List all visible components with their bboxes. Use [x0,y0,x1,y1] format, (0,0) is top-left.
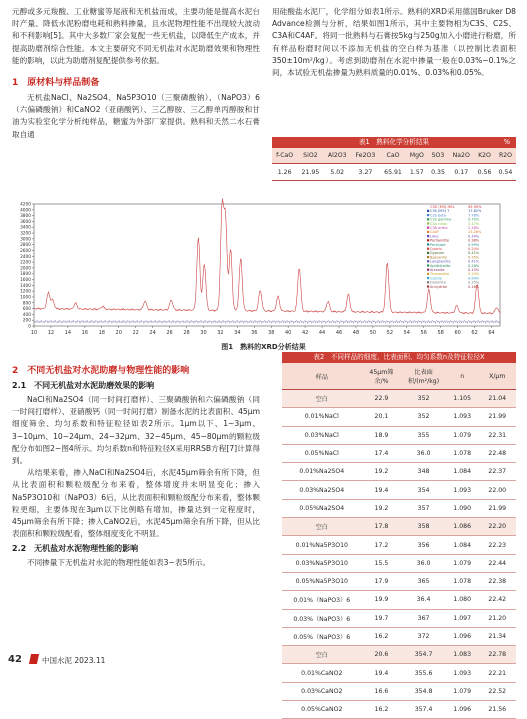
table-1-header: R2O [495,148,516,164]
table-2-cell: 22.37 [479,463,516,481]
table-2-cell: 0.01%NaCl [282,408,362,426]
table-2-header: n [446,363,479,390]
legend-value: 0.24% [468,247,480,251]
table-2-cell: 1.096 [446,701,479,719]
table-2-cell: 22.21 [479,664,516,682]
legend-swatch [427,264,429,266]
legend-label: Arcanite [430,268,445,272]
x-tick-label: 14 [64,330,72,336]
table-2-cell: 354.8 [401,682,445,700]
xrd-figure [12,198,512,340]
left-column-top [12,6,260,141]
x-tick-label: 50 [369,330,377,336]
legend-label: Aphthitalite [430,263,451,268]
physical-properties-paragraph: 不同掺量下无机盐对水泥的物理性能如表3~表5所示。 [27,558,211,568]
table-2-cell: 36.4 [401,591,445,609]
legend-label: Dolomite [430,280,446,285]
legend-value: 0.12% [468,268,480,272]
legend-swatch [427,273,429,275]
xrd-chart [12,198,512,340]
legend-value: 17.82% [468,209,482,214]
y-tick-label: 3000 [20,237,31,243]
table-2-cell: 22.44 [479,554,516,572]
legend-swatch [427,239,429,241]
y-tick-label: 4200 [20,202,31,208]
table-2-cell: 36.0 [401,444,445,462]
y-tick-label: 1000 [20,295,31,301]
legend-value: 0.38% [468,238,480,243]
x-tick-label: 22 [132,330,139,336]
table-1-cell: 65.91 [380,164,406,181]
legend-swatch [427,227,429,229]
legend-swatch [427,214,429,216]
legend-swatch [427,218,429,220]
table-1-cell: 0.17 [448,164,474,181]
y-tick-label: 600 [22,307,31,313]
legend-header: C3S (M3) HKL [430,205,455,209]
table-2-cell: 1.086 [446,518,479,536]
table-2-cell: 0.05%Na5P3O10 [282,572,362,590]
table-1 [272,137,516,181]
table-1-grid [272,148,516,181]
table-2-cell: 19.7 [362,609,402,627]
legend-swatch [427,222,429,224]
legend-swatch [427,285,429,287]
legend-value: 0.34% [468,234,480,239]
table-row [272,164,516,181]
table-2-header: 45μm筛余/% [362,363,402,390]
table-2-cell: 1.097 [446,609,479,627]
x-tick-label: 20 [115,330,122,336]
table-2-cell: 21.99 [479,499,516,517]
table-2-cell: 358 [401,518,445,536]
x-tick-label: 28 [183,330,190,336]
table-2-cell: 17.8 [362,518,402,536]
legend-swatch [427,281,429,283]
table-row [282,390,516,408]
table-1-cell: 0.54 [495,164,516,181]
table-2-cell: 1.078 [446,572,479,590]
table-2-header: X/μm [479,363,516,390]
table-2-cell: 19.9 [362,591,402,609]
legend-label: Gypsum [430,251,445,256]
table-2-cell: 354.7 [401,646,445,664]
table-2-cell: 0.01%（NaPO3）6 [282,591,362,609]
legend-swatch [427,248,429,250]
y-tick-label: 1800 [20,272,31,278]
legend-swatch [427,235,429,237]
legend-swatch [427,231,429,233]
table-1-cell: 3.27 [351,164,380,181]
x-tick-label: 12 [47,330,55,336]
legend-value: 0.26% [468,263,480,268]
page-number: 42 [8,654,22,665]
results-paragraph: 从结果来看，掺入NaCl和Na2SO4后，水泥45μm筛余有所下降，但从比表面积和颗粒级配分布来看，整体增度并未明显变化；掺入Na5P3O10和（NaPO3）6后，从比表面积和颗粒级配分布来看，整体颗粒更细，主要体现在3μm以下比例略有增加，掺量达到一定程度时，45μm筛余有所下降；掺入CaNO2后，水泥45μm筛余有所下降，但从比表面积和颗粒级配看，整体细度变化不明显。 [12,468,260,539]
table-2-header-row [282,363,516,390]
table-row [282,463,516,481]
table-2-cell: 0.03%（NaPO3）6 [282,609,362,627]
intro-paragraph: 元醇或多元羧酸、工业糖蜜等尾液和无机盐而成，主要功能是提高水泥台时产量、降低水泥粉磨电耗和熟料掺量，且水泥物理性能不出现较大波动和不利影响[5]。其中大多数厂家会复配一些无机盐，以降低生产成本，并提高助磨剂综合性能。本文主要研究不同无机盐对水泥助磨效果和物理性能的影响，以此为助磨剂复配提供参考依据。 [12,7,260,65]
table-row [282,481,516,499]
clinker-paragraph: 用硅酸盐水泥厂，化学组分如表1所示。熟料的XRD采用德国Bruker D8 Advance检测与分析，结果如图1所示，其中主要物相为C3S、C2S、C3A和C4AF。将同一批熟料与石膏按5kg与250g加入小磨进行粉磨，所有样品粉磨时间以不添加无机盐的空白样为基准（以控制比表面积350±10m²/kg）。考虑到助磨剂在水泥中掺量一般在0.03%~0.1%之间，本试验无机盐掺量为熟料质量的0.01%、0.03%和0.05%。 [272,7,516,78]
x-tick-label: 56 [420,330,427,336]
legend-label: C4AF [430,230,440,235]
table-2-cell: 17.2 [362,536,402,554]
legend-value: 0.99% [468,242,480,247]
y-tick-label: 3600 [20,219,31,225]
table-1-cell: 1.57 [406,164,427,181]
table-2-cell: 16.2 [362,701,402,719]
right-column-top [272,6,516,79]
table-row [282,609,516,627]
section-2-1-heading: 2.1 不同无机盐对水泥助磨效果的影响 [12,381,155,390]
x-tick-label: 26 [166,330,173,336]
table-2-cell: 1.084 [446,536,479,554]
table-1-cell: 5.02 [324,164,351,181]
legend-label: Calcite [430,276,442,281]
table-2-cell: 1.096 [446,627,479,645]
legend-value: 2.16% [468,226,480,230]
table-2-cell: 22.78 [479,646,516,664]
table-2-cell: 22.48 [479,444,516,462]
table-1-header-row [272,148,516,164]
x-tick-label: 46 [335,330,343,336]
table-2-cell: 15.5 [362,554,402,572]
table-1-cell: 21.95 [297,164,323,181]
table-1-cell: 0.56 [474,164,495,181]
table-2-cell: 16.6 [362,682,402,700]
table-2-cell: 空白 [282,390,362,408]
table-2-cell: 空白 [282,518,362,536]
table-1-unit: % [503,138,510,146]
table-2-cell: 19.4 [362,664,402,682]
table-2-cell: 22.23 [479,536,516,554]
table-2-cell: 20.6 [362,646,402,664]
table-2-cell: 348 [401,463,445,481]
legend-value: 0.35% [468,280,480,285]
table-2-cell: 18.9 [362,426,402,444]
legend-label: Periclase [430,242,446,247]
x-tick-label: 58 [437,330,444,336]
x-tick-label: 18 [98,330,105,336]
table-2-cell: 352 [401,408,445,426]
table-2-cell: 1.090 [446,499,479,517]
y-tick-label: 3400 [20,225,31,231]
x-tick-label: 54 [403,330,410,336]
y-tick-label: 2200 [20,260,31,266]
x-tick-label: 30 [200,330,207,336]
table-2-cell: 372 [401,627,445,645]
legend-label: C2S gamma [430,217,452,222]
table-2-cell: 21.04 [479,390,516,408]
table-1-header: f-CaO [272,148,297,164]
legend-value: 0.35% [468,255,480,260]
y-tick-label: 4000 [20,208,31,214]
table-row [282,572,516,590]
table-2-cell: 22.52 [479,682,516,700]
section-2-heading: 2 不同无机盐对水泥助磨与物理性能的影响 [12,366,190,376]
legend-label: C3A cubic [430,221,448,226]
y-tick-label: 2400 [20,254,31,260]
table-1-header: Fe2O3 [351,148,380,164]
table-2-cell: 1.079 [446,682,479,700]
table-1-header: Na2O [448,148,474,164]
table-2-cell: 1.080 [446,591,479,609]
y-tick-label: 2000 [20,266,31,272]
x-tick-label: 16 [81,330,89,336]
table-2-cell: 空白 [282,646,362,664]
table-2-cell: 19.4 [362,481,402,499]
legend-label: Lime [430,234,439,239]
legend-swatch [427,252,429,254]
table-2-cell: 1.079 [446,426,479,444]
x-tick-label: 34 [234,330,241,336]
table-2-cell: 355.6 [401,664,445,682]
table-2-cell: 0.01%CaNO2 [282,664,362,682]
table-2-cell: 1.078 [446,444,479,462]
table-2-cell: 1.105 [446,390,479,408]
table-1-header: Al2O3 [324,148,351,164]
table-2-cell: 22.31 [479,426,516,444]
section-2-2-heading: 2.2 无机盐对水泥物理性能的影响 [12,544,139,554]
table-2-cell: 0.01%Na5P3O10 [282,536,362,554]
table-2-cell: 21.20 [479,609,516,627]
table-2-cell: 1.093 [446,408,479,426]
table-1-cell: 1.26 [272,164,297,181]
x-tick-label: 62 [471,330,478,336]
x-tick-label: 42 [301,330,309,336]
y-tick-label: 2800 [20,243,31,249]
legend-label: Anhydrite [430,284,448,289]
legend-value: 0.41% [468,251,480,256]
table-2-cell: 21.34 [479,627,516,645]
x-tick-label: 48 [352,330,360,336]
table-2-cell: 354 [401,481,445,499]
legend-swatch [427,277,429,279]
y-tick-label: 1400 [20,283,31,289]
table-2-cell: 21.99 [479,408,516,426]
y-tick-label: 3200 [20,231,31,237]
legend-label: Portlandite [430,238,449,243]
table-row [282,499,516,517]
table-2-cell: 16.2 [362,627,402,645]
table-2-title: 表2 不同样品的细度、比表面积、均匀系数n及特征粒径X [282,352,516,363]
x-tick-label: 60 [454,330,461,336]
x-tick-label: 40 [284,330,292,336]
table-2-cell: 365 [401,572,445,590]
legend-label: C3A ortho [430,226,448,230]
table-2-cell: 0.05%CaNO2 [282,701,362,719]
materials-paragraph: 无机盐NaCl、Na2SO4、Na5P3O10（三聚磷酸钠）、（NaPO3）6（六偏磷酸钠）和CaNO2（亚硝酸钙）、三乙醇胺、三乙醇单丙醇胺和甘油为实验室化学分析纯样品，糖蜜为外部厂家提供。熟料和天然二水石膏取自通 [12,93,260,139]
table-1-title [272,137,516,148]
table-row [282,627,516,645]
xrd-difference-line [34,320,500,323]
x-tick-label: 44 [318,330,326,336]
x-tick-label: 52 [386,330,394,336]
table-2-cell: 357.4 [401,701,445,719]
table-2-header: 比表面积/(m²/kg) [401,363,445,390]
legend-swatch [427,256,429,258]
table-2-cell: 22.00 [479,481,516,499]
table-row [282,518,516,536]
legend-swatch [427,260,429,262]
table-2-cell: 22.20 [479,518,516,536]
table-2-cell: 1.079 [446,554,479,572]
table-1-cell: 0.35 [428,164,449,181]
legend-label: C2S beta [430,213,446,218]
table-2-cell: 22.9 [362,390,402,408]
legend-value: 7.78% [468,213,480,218]
y-tick-label: 1200 [20,289,31,295]
table-2-cell: 0.05%Na2SO4 [282,499,362,517]
table-2-cell: 0.03%NaCl [282,426,362,444]
table-row [282,408,516,426]
legend-label: Quartz [430,247,442,251]
table-row [282,682,516,700]
y-tick-label: 1600 [20,278,31,284]
legend-label: C3S (M3) T [430,209,450,214]
table-2-cell: 0.03%CaNO2 [282,682,362,700]
table-2-cell: 36.0 [401,554,445,572]
journal-logo-icon [29,654,39,664]
table-1-header: SO3 [428,148,449,164]
y-tick-label: 0 [28,324,31,330]
table-2-cell: 356 [401,536,445,554]
legend-value: 3.17% [468,221,480,226]
legend-value: 0.20% [468,272,480,277]
table-2-cell: 1.093 [446,664,479,682]
table-2-cell: 357 [401,499,445,517]
x-tick-label: 24 [149,330,156,336]
table-row [282,554,516,572]
legend-value: 13.28% [468,230,482,235]
table-1-header: SiO2 [297,148,323,164]
table-2-cell: 0.03%Na2SO4 [282,481,362,499]
table-2-cell: 355 [401,426,445,444]
table-2-cell: 20.1 [362,408,402,426]
legend-swatch [427,269,429,271]
section-1-heading: 1 原材料与样品制备 [12,78,100,89]
legend-label: Thenardite [430,272,449,277]
legend-label: Bassanite [430,255,448,260]
table-2-cell: 352 [401,390,445,408]
table-2-cell: 17.9 [362,572,402,590]
table-2-header: 样品 [282,363,362,390]
journal-name: 中国水泥 2023.11 [42,656,106,665]
figure-1-caption: 图1 熟料的XRD分析结果 [221,343,306,351]
legend-value: 0.64% [468,276,480,281]
x-tick-label: 38 [268,330,275,336]
table-2-cell: 0.01%Na2SO4 [282,463,362,481]
y-tick-label: 800 [22,301,31,307]
table-2-cell: 17.4 [362,444,402,462]
table-2-cell: 21.56 [479,701,516,719]
table-1-header: K2O [474,148,495,164]
y-tick-label: 3800 [20,214,31,220]
table-row [282,591,516,609]
table-1-header: MgO [406,148,427,164]
legend-value: 0.16% [468,284,480,289]
table-2-cell: 0.03%Na5P3O10 [282,554,362,572]
grinding-paragraph: NaCl和Na2SO4（同一时间打磨样）、三聚磷酸钠和六偏磷酸钠（同一时间打磨样）、亚硝酸钙（同一时间打磨）制备水泥的比表面积、45μm细度筛余、均匀系数和特征粒径如表2所示。1μm以下、1~3μm、3~10μm、10~24μm、24~32μm、32~45μm、45~80μm的颗粒级配分布如图2~图4所示。均匀系数n和特征粒径X采用RRSB方程[7]计算得到。 [12,395,260,466]
table-row [282,444,516,462]
legend-swatch [427,210,429,212]
y-tick-label: 2600 [20,248,31,254]
legend-label: Langbeinite [430,259,451,264]
y-tick-label: 200 [22,318,31,324]
table-2-cell: 19.2 [362,463,402,481]
table-2-cell: 0.05%NaCl [282,444,362,462]
table-2-cell: 22.38 [479,572,516,590]
table-2-cell: 367 [401,609,445,627]
legend-header-value: 45.90% [468,205,482,209]
page-footer [0,650,527,672]
legend-value: 0.79% [468,217,480,222]
table-2-cell: 1.093 [446,481,479,499]
table-1-header: CaO [380,148,406,164]
legend-value: 0.41% [468,259,480,264]
y-tick-label: 400 [22,312,31,318]
table-1-title-text: 表1 熟料化学分析结果 [358,138,430,146]
table-row [282,536,516,554]
x-tick-label: 32 [217,330,224,336]
table-row [282,701,516,719]
table-2-cell: 1.084 [446,463,479,481]
table-2-cell: 19.2 [362,499,402,517]
x-tick-label: 10 [30,330,38,336]
left-column-bottom [12,355,260,570]
table-2-cell: 22.42 [479,591,516,609]
x-tick-label: 64 [488,330,495,336]
x-tick-label: 36 [251,330,258,336]
table-2-cell: 0.05%（NaPO3）6 [282,627,362,645]
table-row [282,426,516,444]
table-2-cell: 1.083 [446,646,479,664]
legend-swatch [427,243,429,245]
